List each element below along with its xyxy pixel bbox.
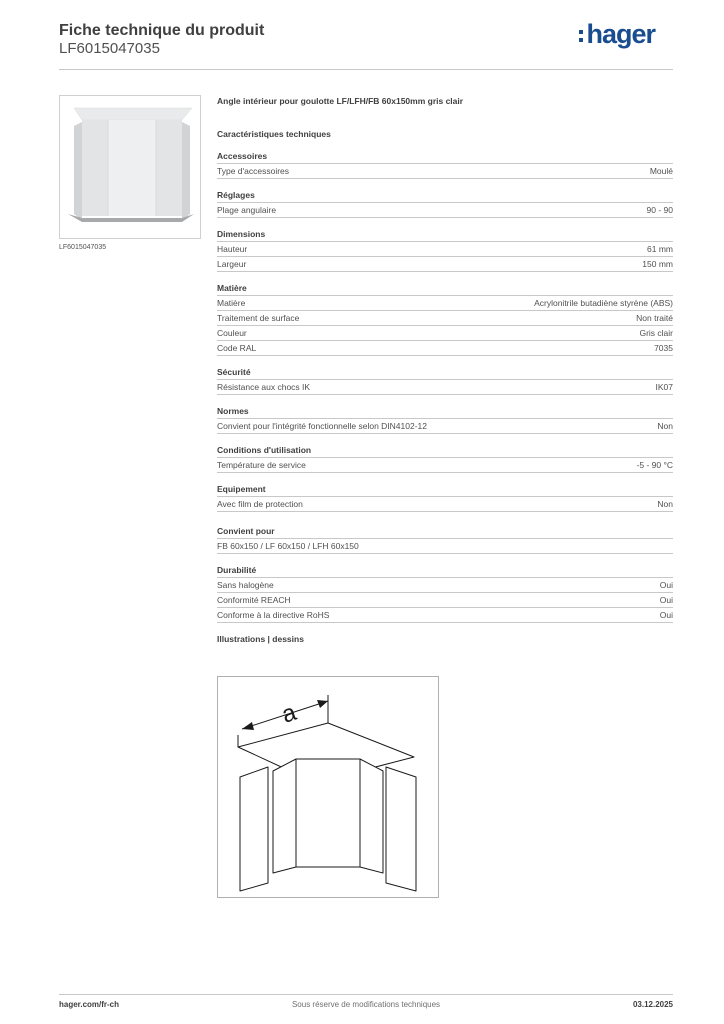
section-securite — [217, 367, 673, 395]
spec-label: Avec film de protection — [217, 499, 303, 509]
spec-row — [217, 578, 673, 593]
page-title: Fiche technique du produit — [59, 22, 265, 39]
section-matiere — [217, 283, 673, 356]
product-photo — [59, 95, 201, 239]
spec-row — [217, 593, 673, 608]
section-title: Réglages — [217, 190, 673, 203]
section-equipement — [217, 484, 673, 512]
spec-value: Oui — [659, 580, 673, 590]
footer-date: 03.12.2025 — [632, 1000, 673, 1009]
spec-value: Gris clair — [639, 328, 673, 338]
spec-label: Type d'accessoires — [217, 166, 290, 176]
footer-website-link[interactable]: hager.com/fr-ch — [59, 1000, 120, 1009]
illustrations-title: Illustrations | dessins — [217, 634, 304, 644]
spec-row — [217, 164, 673, 179]
spec-label: Température de service — [217, 460, 306, 470]
spec-row — [217, 380, 673, 395]
spec-label: Code RAL — [217, 343, 257, 353]
technical-characteristics-title: Caractéristiques techniques — [217, 129, 331, 139]
section-convient-pour — [217, 526, 673, 554]
spec-label: Résistance aux chocs IK — [217, 382, 311, 392]
technical-drawing — [217, 676, 439, 898]
spec-value: 90 - 90 — [646, 205, 673, 215]
spec-value: Oui — [659, 610, 673, 620]
section-title: Dimensions — [217, 229, 673, 242]
spec-row — [217, 341, 673, 356]
spec-row — [217, 311, 673, 326]
spec-value: -5 - 90 °C — [636, 460, 673, 470]
spec-label: Hauteur — [217, 244, 248, 254]
spec-row — [217, 203, 673, 218]
spec-value: Non — [657, 421, 673, 431]
section-title: Equipement — [217, 484, 673, 497]
section-dimensions — [217, 229, 673, 272]
spec-label: Largeur — [217, 259, 247, 269]
spec-row — [217, 608, 673, 623]
section-title: Matière — [217, 283, 673, 296]
product-photo-image — [60, 96, 200, 238]
spec-row — [217, 257, 673, 272]
spec-column — [217, 95, 673, 648]
hager-logo — [579, 20, 655, 48]
section-accessoires — [217, 151, 673, 179]
spec-value: IK07 — [655, 382, 673, 392]
spec-label: Traitement de surface — [217, 313, 300, 323]
spec-value: 7035 — [654, 343, 673, 353]
spec-value: Non — [657, 499, 673, 509]
spec-label: Plage angulaire — [217, 205, 277, 215]
spec-row — [217, 458, 673, 473]
section-title: Conditions d'utilisation — [217, 445, 673, 458]
spec-value: Non traité — [636, 313, 673, 323]
spec-row — [217, 326, 673, 341]
section-title: Normes — [217, 406, 673, 419]
spec-value: Acrylonitrile butadiène styrène (ABS) — [534, 298, 673, 308]
spec-value: Oui — [659, 595, 673, 605]
technical-drawing-image — [218, 677, 438, 897]
section-title: Convient pour — [217, 526, 673, 539]
spec-label: Couleur — [217, 328, 247, 338]
spec-label: Sans halogène — [217, 580, 274, 590]
section-conditions — [217, 445, 673, 473]
spec-row — [217, 419, 673, 434]
section-reglages — [217, 190, 673, 218]
logo-dots-icon — [579, 30, 583, 42]
section-durabilite — [217, 565, 673, 623]
section-title: Durabilité — [217, 565, 673, 578]
footer-notice: Sous réserve de modifications techniques — [291, 1000, 441, 1009]
spec-row — [217, 497, 673, 512]
product-description: Angle intérieur pour goulotte LF/LFH/FB 60x150mm gris clair — [217, 96, 464, 106]
logo-text: hager — [586, 19, 655, 49]
spec-label: Convient pour l'intégrité fonctionnelle selon DIN4102-12 — [217, 421, 428, 431]
section-normes — [217, 406, 673, 434]
spec-label: Conforme à la directive RoHS — [217, 610, 330, 620]
spec-label: Conformité REACH — [217, 595, 291, 605]
dimension-label-a: a — [278, 698, 300, 729]
spec-value: 150 mm — [642, 259, 673, 269]
section-title: Sécurité — [217, 367, 673, 380]
spec-row — [217, 296, 673, 311]
spec-label: Matière — [217, 298, 246, 308]
page-footer — [59, 994, 673, 1014]
spec-value: 61 mm — [647, 244, 673, 254]
spec-row — [217, 242, 673, 257]
page-header — [59, 20, 673, 70]
photo-caption: LF6015047035 — [59, 244, 107, 251]
spec-value: Moulé — [649, 166, 673, 176]
spec-label: FB 60x150 / LF 60x150 / LFH 60x150 — [217, 541, 359, 551]
spec-row — [217, 539, 673, 554]
product-code: LF6015047035 — [59, 40, 160, 57]
section-title: Accessoires — [217, 151, 673, 164]
